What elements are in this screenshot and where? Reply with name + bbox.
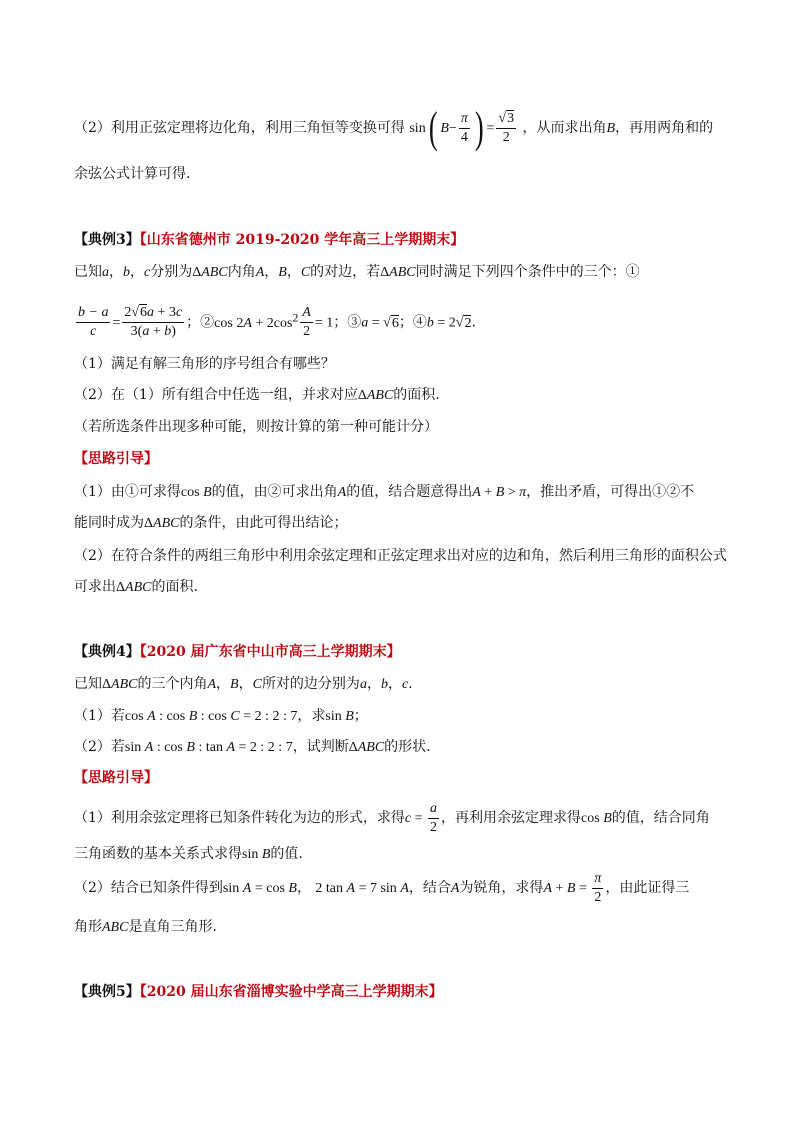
- example4-hint-title: [74, 768, 724, 788]
- example3-hint1-line2: 能同时成为ΔABC的条件，由此可得出结论；: [74, 515, 348, 531]
- fraction-sqrt3-2: $\frac{√3}{2}$: [498, 110, 515, 145]
- example4-hint2-line1: （2）结合已知条件得到sin A = cos B， 2 tan A = 7 sin A，结合A为锐角，求得A + B = $\frac{\pi}{2}$ ，由此证得三: [74, 870, 690, 905]
- fraction-pi-4: $\frac{\pi}{4}$: [460, 110, 468, 145]
- top-line1-post2: ，再用两角和的: [615, 120, 714, 136]
- ex3-cond-3: ；③: [333, 314, 362, 331]
- example4-q1: （1）若cos A : cos B : cos C = 2 : 2 : 7，求sin B；: [74, 708, 368, 724]
- example3-intro: 已知a，b，c分别为ΔABC内角A，B，C的对边，若ΔABC同时满足下列四个条件中的三个：①: [74, 264, 640, 280]
- left-paren: (: [428, 103, 438, 152]
- example4-source: 【2020 届广东省中山市高三上学期期末】: [139, 644, 401, 660]
- ex3-intro-4: 的对边，若: [310, 264, 381, 280]
- top-line-2: [74, 164, 724, 184]
- ex4-q2-post: ，试判断: [292, 739, 349, 755]
- example3-q2: （2）在（1）所有组合中任选一组，并求对应ΔABC的面积.: [74, 387, 440, 403]
- ex4-h1-b: ，再利用余弦定理求得: [441, 810, 582, 826]
- fraction-a-2: $\frac{a}{2}$: [430, 800, 438, 835]
- ex3-note-text: （若所选条件出现多种可能，则按计算的第一种可能计分）: [74, 419, 438, 435]
- cond1-fraction-right: $\frac{2√6a + 3c}{3(a + b)}$: [124, 305, 183, 340]
- example4-hint1-line2: 三角函数的基本关系式求得sin B的值.: [74, 846, 303, 862]
- example3-conditions: $\frac{b - a}{c}$ = $\frac{2√6a + 3c}{3(a + b)}$ ；②cos $2A + 2\cos^2$ $\frac{A}{2}$ = 1；③a = √6；④b = 2√2.: [78, 305, 476, 340]
- top-line-1: （2）利用正弦定理将边化角，利用三角恒等变换可得 sin( B− $\frac{\pi}{4}$ ) = $\frac{√3}{2}$ ，从而求出角B，再用两角和的: [74, 103, 714, 152]
- example4-intro: 已知ΔABC的三个内角A，B，C所对的边分别为a，b，c.: [74, 676, 413, 692]
- example5-tag: 【典例5】: [74, 984, 140, 1000]
- fraction-pi-2: $\frac{\pi}{2}$: [594, 870, 602, 905]
- ex3-h1-c: 的值，结合题意得出: [346, 484, 473, 500]
- ex3-h1-b: 的值，由②可求出角: [211, 484, 338, 500]
- ex4-h1-e: 的值.: [270, 846, 303, 862]
- cond2-fraction: $\frac{A}{2}$: [302, 305, 311, 340]
- ex4-h2-f: 是直角三角形.: [128, 919, 217, 935]
- right-paren: ): [474, 103, 484, 152]
- ex4-q2-pre: （2）若: [74, 739, 125, 755]
- example3-hint-title: [74, 449, 724, 469]
- example4-heading: [74, 642, 724, 662]
- ex3-cond-4: ；④: [398, 314, 427, 331]
- example4-hint1-line1: （1）利用余弦定理将已知条件转化为边的形式，求得c = $\frac{a}{2}$ ，再利用余弦定理求得cos B的值，结合同角: [74, 800, 710, 835]
- ex4-h2-a: （2）结合已知条件得到: [74, 880, 223, 896]
- example3-q1: [74, 354, 724, 374]
- ex3-h2-a: （2）在符合条件的两组三角形中利用余弦定理和正弦定理求出对应的边和角，然后利用三角形的面积公式: [74, 548, 727, 564]
- example5-source: 【2020 届山东省淄博实验中学高三上学期期末】: [139, 984, 443, 1000]
- ex4-q2-end: 的形状.: [384, 739, 431, 755]
- ex4-h2-c: 为锐角，求得: [459, 880, 544, 896]
- top-line1-pre: （2）利用正弦定理将边化角，利用三角恒等变换可得: [74, 120, 405, 136]
- ex4-hint-title-text: 【思路引导】: [74, 770, 158, 786]
- ex4-h1-c: 的值，结合同角: [611, 810, 710, 826]
- ex3-h2-c: 的面积.: [151, 579, 198, 595]
- ex3-intro-3: 内角: [227, 264, 256, 280]
- ex4-intro-1: 已知: [74, 676, 102, 692]
- ex3-intro-2: 分别为: [150, 264, 193, 280]
- example4-hint2-line2: 角形ABC是直角三角形.: [74, 919, 217, 935]
- example4-tag: 【典例4】: [74, 644, 140, 660]
- example5-heading: [74, 982, 724, 1002]
- ex3-h1-d: ，推出矛盾，可得出①②不: [526, 484, 695, 500]
- ex4-h1-a: （1）利用余弦定理将已知条件转化为边的形式，求得: [74, 810, 405, 826]
- ex3-h1-e: 能同时成为: [74, 515, 144, 531]
- ex3-q1-text: （1）满足有解三角形的序号组合有哪些？: [74, 356, 335, 372]
- ex4-intro-3: 所对的边分别为: [261, 676, 360, 692]
- top-line1-post: ，从而求出角: [522, 120, 607, 136]
- ex4-q1-pre: （1）若: [74, 708, 125, 724]
- example3-heading: [74, 230, 724, 250]
- ex4-q1-post: ，求: [297, 708, 326, 724]
- example3-source: 【山东省德州市 2019-2020 学年高三上学期期末】: [139, 232, 465, 248]
- ex3-h1-a: （1）由①可求得: [74, 484, 181, 500]
- ex4-h2-d: ，由此证得三: [605, 880, 690, 896]
- ex4-h2-b: ，结合: [408, 880, 451, 896]
- ex3-intro-5: 同时满足下列四个条件中的三个：①: [415, 264, 640, 280]
- example4-q2: （2）若sin A : cos B : tan A = 2 : 2 : 7，试判断ΔABC的形状.: [74, 739, 431, 755]
- ex3-h1-f: 的条件，由此可得出结论；: [179, 515, 348, 531]
- ex3-h2-b: 可求出: [74, 579, 116, 595]
- ex3-hint-title-text: 【思路引导】: [74, 451, 158, 467]
- ex3-q2-pre: （2）在（1）所有组合中任选一组，并求对应: [74, 387, 358, 403]
- ex3-intro-1: 已知: [74, 264, 102, 280]
- ex3-cond-sep: ；②: [186, 314, 215, 331]
- example3-hint2-line2: 可求出ΔABC的面积.: [74, 579, 198, 595]
- example3-hint1-line1: （1）由①可求得cos B的值，由②可求出角A的值，结合题意得出A + B > π，推出矛盾，可得出①②不: [74, 484, 695, 500]
- ex4-intro-2: 的三个内角: [137, 676, 208, 692]
- cond1-fraction-left: $\frac{b - a}{c}$: [78, 305, 109, 340]
- example3-tag: 【典例3】: [74, 232, 140, 248]
- ex4-h1-d: 三角函数的基本关系式求得: [74, 846, 242, 862]
- example3-hint2-line1: [74, 546, 727, 566]
- top-line2-text: 余弦公式计算可得.: [74, 166, 191, 182]
- ex4-h2-e: 角形: [74, 919, 102, 935]
- sin-formula: sin: [409, 121, 426, 136]
- var-b: B: [440, 121, 449, 136]
- ex3-q2-post: 的面积.: [393, 387, 440, 403]
- example3-note: [74, 417, 724, 437]
